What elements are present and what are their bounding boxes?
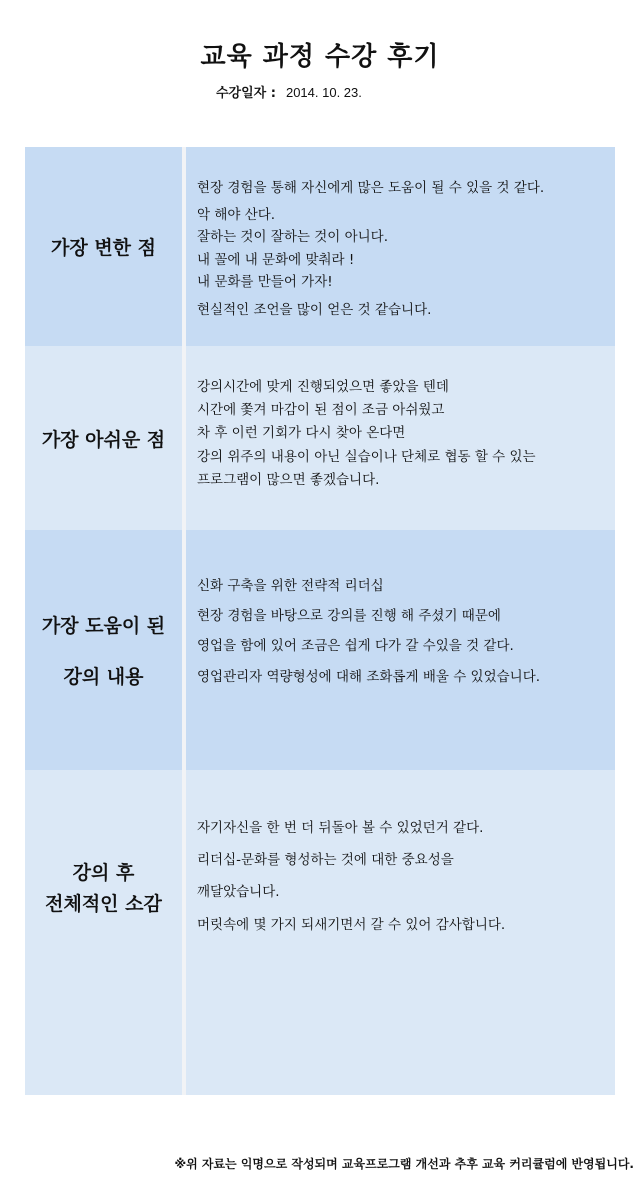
- content-line: 시간에 쫓겨 마감이 된 점이 조금 아쉬웠고: [197, 402, 445, 419]
- content-line: 내 문화를 만들어 가자!: [197, 273, 333, 290]
- section-overall-impression: [25, 770, 615, 1095]
- content-line: 현실적인 조언을 많이 얻은 것 같습니다.: [197, 301, 432, 318]
- section-label: [25, 346, 182, 530]
- section-label-text: 강의 후: [72, 862, 135, 884]
- content-line: 영업관리자 역량형성에 대해 조화롭게 배울 수 있었습니다.: [197, 668, 541, 685]
- content-line: 자기자신을 한 번 더 뒤돌아 볼 수 있었던거 같다.: [197, 820, 484, 836]
- content-line: 현장 경험을 통해 자신에게 많은 도움이 될 수 있을 것 같다.: [197, 180, 545, 196]
- section-label-text: 가장 아쉬운 점: [41, 428, 166, 451]
- section-label: [25, 770, 182, 1095]
- date-value: 2014. 10. 23.: [285, 85, 362, 100]
- section-most-helpful: [25, 530, 615, 770]
- date-row: [216, 82, 362, 101]
- section-label-text: 가장 변한 점: [51, 237, 156, 259]
- content-line: 영업을 함에 있어 조금은 쉽게 다가 갈 수있을 것 같다.: [197, 638, 514, 655]
- content-line: 내 꼴에 내 문화에 맞춰라 !: [197, 251, 355, 268]
- section-content: [186, 147, 615, 346]
- section-label: [25, 530, 182, 770]
- section-label-text: 가장 도움이 된: [41, 615, 166, 637]
- content-line: 차 후 이런 기회가 다시 찾아 온다면: [197, 425, 406, 442]
- section-content: [186, 770, 615, 1095]
- content-line: 머릿속에 몇 가지 되새기면서 갈 수 있어 감사합니다.: [197, 916, 506, 933]
- date-label: 수강일자 :: [216, 86, 276, 101]
- section-content: [186, 530, 615, 770]
- content-line: 신화 구축을 위한 전략적 리더십: [197, 578, 384, 594]
- content-line: 리더십-문화를 형성하는 것에 대한 중요성을: [197, 852, 454, 869]
- content-line: 악 해야 산다.: [197, 207, 276, 224]
- section-content: [186, 346, 615, 530]
- page-title: 교육 과정 수강 후기: [200, 42, 440, 72]
- section-regrets: [25, 346, 615, 530]
- section-label: [25, 147, 182, 346]
- content-line: 잘하는 것이 잘하는 것이 아니다.: [197, 229, 388, 246]
- footnote: ※위 자료는 익명으로 작성되며 교육프로그램 개선과 추후 교육 커리큘럼에 반영됩니다.: [174, 1157, 634, 1171]
- content-line: 강의시간에 맞게 진행되었으면 좋았을 텐데: [197, 379, 449, 395]
- review-table: [25, 147, 615, 1095]
- content-line: 강의 위주의 내용이 아닌 실습이나 단체로 협동 할 수 있는: [197, 448, 536, 465]
- content-line: 프로그램이 많으면 좋겠습니다.: [197, 471, 380, 488]
- content-line: 현장 경험을 바탕으로 강의를 진행 해 주셨기 때문에: [197, 608, 501, 625]
- section-label-text: 강의 내용: [63, 666, 144, 688]
- section-most-changed: [25, 147, 615, 346]
- content-line: 깨달았습니다.: [197, 884, 280, 901]
- section-label-text: 전체적인 소감: [45, 893, 162, 915]
